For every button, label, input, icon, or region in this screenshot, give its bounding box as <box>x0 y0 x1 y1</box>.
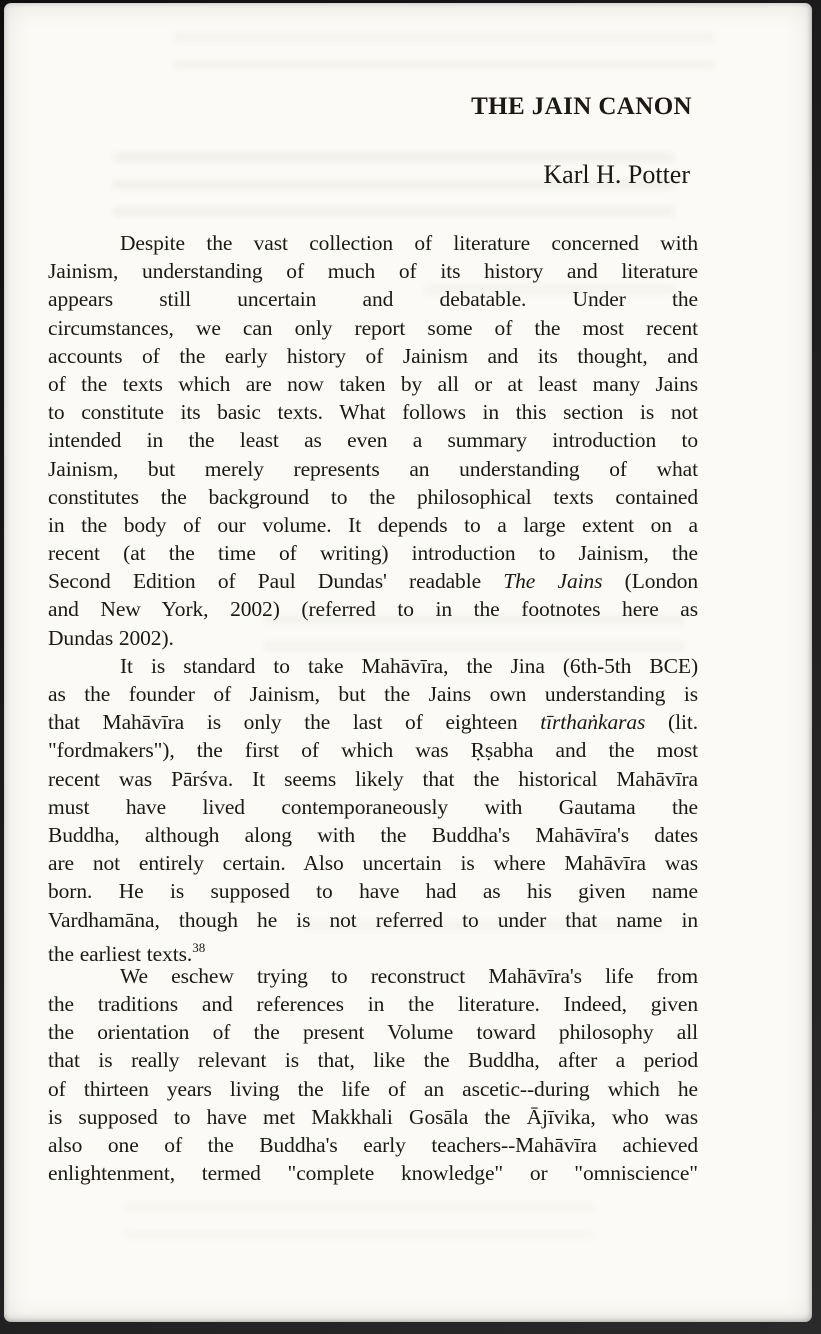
text-segment: tīrthaṅkaras <box>540 710 646 735</box>
text-segment: in the body of our volume. It depends to a large extent on a <box>48 512 698 537</box>
text-segment: enlightenment, termed "complete knowledge" or "omniscience" <box>48 1161 698 1186</box>
text-line <box>48 229 698 257</box>
text-line <box>48 426 698 454</box>
text-segment: The Jains <box>503 569 603 594</box>
text-line <box>48 1018 698 1046</box>
text-segment: recent was Pārśva. It seems likely that the historical Mahāvīra <box>48 766 698 791</box>
page-title: THE JAIN CANON <box>471 93 692 120</box>
text-segment: are not entirely certain. Also uncertain is where Mahāvīra was <box>48 851 698 876</box>
text-segment: Jainism, but merely represents an understanding of what <box>48 456 698 481</box>
text-line <box>48 511 698 539</box>
text-line <box>48 455 698 483</box>
text-segment: circumstances, we can only report some of the most recent <box>48 315 698 340</box>
footnote-reference: 38 <box>192 939 206 955</box>
text-line <box>48 1103 698 1131</box>
text-segment: and New York, 2002) (referred to in the footnotes here as <box>48 597 698 622</box>
text-segment: is supposed to have met Makkhali Gosāla the Ājīvika, who was <box>48 1104 698 1129</box>
text-segment: of the texts which are now taken by all or at least many Jains <box>48 371 698 396</box>
text-line <box>48 934 698 966</box>
text-line <box>48 821 698 849</box>
text-segment: Vardhamāna, though he is not referred to under that name in <box>48 907 698 932</box>
text-line <box>48 1075 698 1103</box>
text-segment: the traditions and references in the literature. Indeed, given <box>48 992 698 1017</box>
text-line <box>48 483 698 511</box>
text-line <box>48 257 698 285</box>
text-segment: appears still uncertain and debatable. Under the <box>48 287 698 312</box>
text-line <box>48 877 698 905</box>
text-line <box>48 285 698 313</box>
text-segment: Buddha, although along with the Buddha's Mahāvīra's dates <box>48 822 698 847</box>
text-segment: (London <box>602 569 699 594</box>
text-segment: accounts of the early history of Jainism and its thought, and <box>48 343 698 368</box>
text-line <box>48 680 698 708</box>
text-line <box>48 398 698 426</box>
text-segment: that Mahāvīra is only the last of eighteen <box>48 710 541 735</box>
text-line <box>48 962 698 990</box>
text-segment: must have lived contemporaneously with Gautama the <box>48 794 698 819</box>
author-byline: Karl H. Potter <box>543 160 690 189</box>
text-segment: of thirteen years living the life of an ascetic--during which he <box>48 1076 698 1101</box>
text-line <box>48 1046 698 1074</box>
text-segment: Despite the vast collection of literature concerned with <box>120 231 698 255</box>
text-segment: intended in the least as even a summary introduction to <box>48 428 698 453</box>
text-segment: We eschew trying to reconstruct Mahāvīra's life from <box>120 963 698 988</box>
text-line <box>48 708 698 736</box>
text-segment: the orientation of the present Volume toward philosophy all <box>48 1020 698 1045</box>
text-line <box>48 624 698 652</box>
text-line <box>48 736 698 764</box>
text-line <box>48 652 698 680</box>
text-line <box>48 342 698 370</box>
text-line <box>48 1159 698 1187</box>
text-line <box>48 314 698 342</box>
text-segment: constitutes the background to the philosophical texts contained <box>48 484 698 509</box>
text-line <box>48 539 698 567</box>
text-segment: recent (at the time of writing) introduction to Jainism, the <box>48 541 698 566</box>
page-body-text <box>48 229 698 1187</box>
text-segment: It is standard to take Mahāvīra, the Jina (6th-5th BCE) <box>120 653 698 678</box>
text-segment: (lit. <box>645 710 698 735</box>
text-segment: also one of the Buddha's early teachers--Mahāvīra achieved <box>48 1133 698 1157</box>
text-segment: Dundas 2002). <box>48 625 174 650</box>
text-line <box>48 906 698 934</box>
text-line <box>48 567 698 595</box>
text-segment: Second Edition of Paul Dundas' readable <box>48 569 504 594</box>
page-content <box>48 3 698 1322</box>
text-line <box>48 1131 698 1159</box>
text-segment: "fordmakers"), the first of which was Ṛṣabha and the most <box>48 738 698 763</box>
text-line <box>48 990 698 1018</box>
book-page <box>4 3 812 1322</box>
text-line <box>48 765 698 793</box>
text-segment: Jainism, understanding of much of its history and literature <box>48 259 698 284</box>
text-segment: that is really relevant is that, like the Buddha, after a period <box>48 1048 698 1073</box>
text-segment: to constitute its basic texts. What follows in this section is not <box>48 400 698 425</box>
text-line <box>48 793 698 821</box>
text-segment: the earliest texts. <box>48 941 193 966</box>
text-line <box>48 370 698 398</box>
text-line <box>48 849 698 877</box>
text-segment: as the founder of Jainism, but the Jains own understanding is <box>48 682 698 706</box>
text-line <box>48 595 698 623</box>
text-segment: born. He is supposed to have had as his given name <box>48 879 698 904</box>
